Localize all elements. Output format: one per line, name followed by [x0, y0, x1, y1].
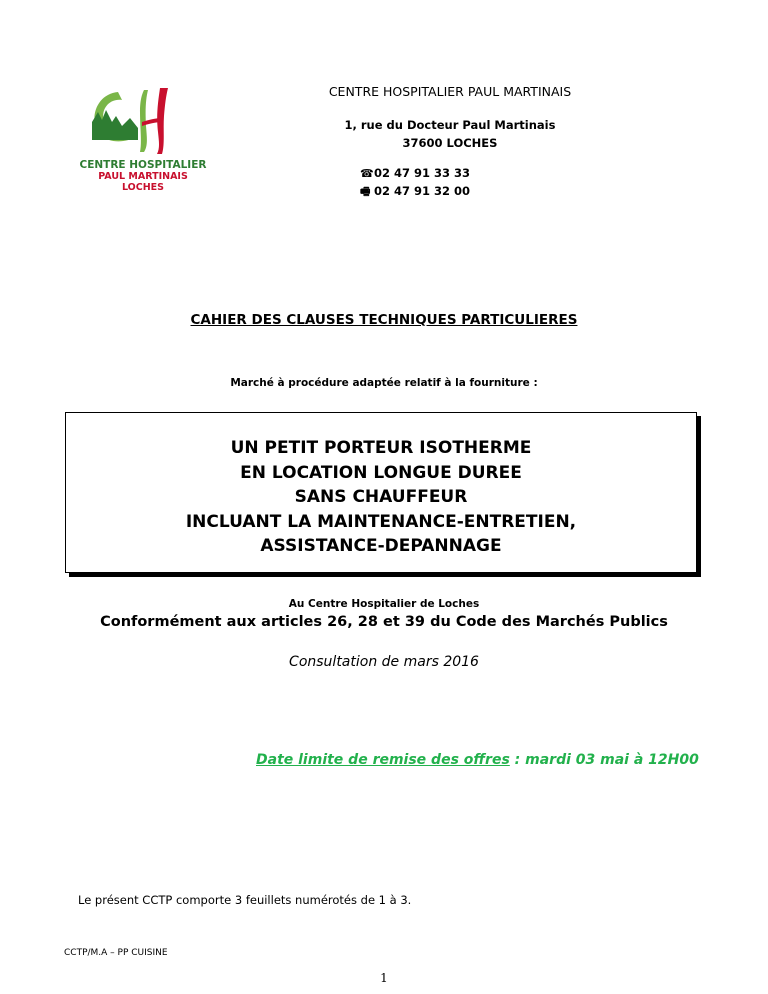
logo-text-line3: LOCHES — [121, 182, 165, 193]
pages-note: Le présent CCTP comporte 3 feuillets numérotés de 1 à 3. — [78, 893, 412, 907]
telephone-icon: ☎ — [360, 167, 374, 180]
fax-line — [360, 183, 470, 202]
procedure-text: Marché à procédure adaptée relatif à la fourniture : — [230, 377, 538, 389]
place-text: Au Centre Hospitalier de Loches — [288, 598, 480, 610]
subject-line: EN LOCATION LONGUE DUREE — [240, 462, 522, 483]
subject-line: ASSISTANCE-DEPANNAGE — [260, 536, 502, 556]
logo-text-line1: CENTRE HOSPITALIER — [79, 159, 207, 171]
address-city: 37600 LOCHES — [402, 136, 498, 150]
logo-text-line2: PAUL MARTINAIS — [98, 171, 188, 182]
organization-name: CENTRE HOSPITALIER PAUL MARTINAIS — [328, 84, 572, 99]
deadline — [256, 752, 699, 768]
address-street: 1, rue du Docteur Paul Martinais — [344, 118, 556, 132]
articles-text: Conformément aux articles 26, 28 et 39 du Code des Marchés Publics — [100, 614, 668, 630]
fax-number: 02 47 91 32 00 — [374, 184, 471, 198]
consultation-text: Consultation de mars 2016 — [289, 654, 479, 670]
subject-line: SANS CHAUFFEUR — [294, 487, 468, 507]
hospital-logo — [78, 82, 208, 194]
deadline-label: Date limite de remise des offres — [256, 752, 510, 768]
subject-text — [65, 436, 697, 559]
deadline-value: : mardi 03 mai à 12H00 — [509, 752, 699, 768]
page-number: 1 — [380, 971, 388, 985]
phone-line — [360, 166, 470, 180]
phone-number: 02 47 91 33 33 — [374, 166, 471, 180]
fax-icon: 🖷 — [360, 185, 371, 198]
document-title: CAHIER DES CLAUSES TECHNIQUES PARTICULIERES — [190, 312, 578, 328]
subject-line: INCLUANT LA MAINTENANCE-ENTRETIEN, — [185, 511, 577, 532]
footer-reference: CCTP/M.A – PP CUISINE — [64, 948, 168, 958]
subject-line: UN PETIT PORTEUR ISOTHERME — [230, 438, 532, 458]
